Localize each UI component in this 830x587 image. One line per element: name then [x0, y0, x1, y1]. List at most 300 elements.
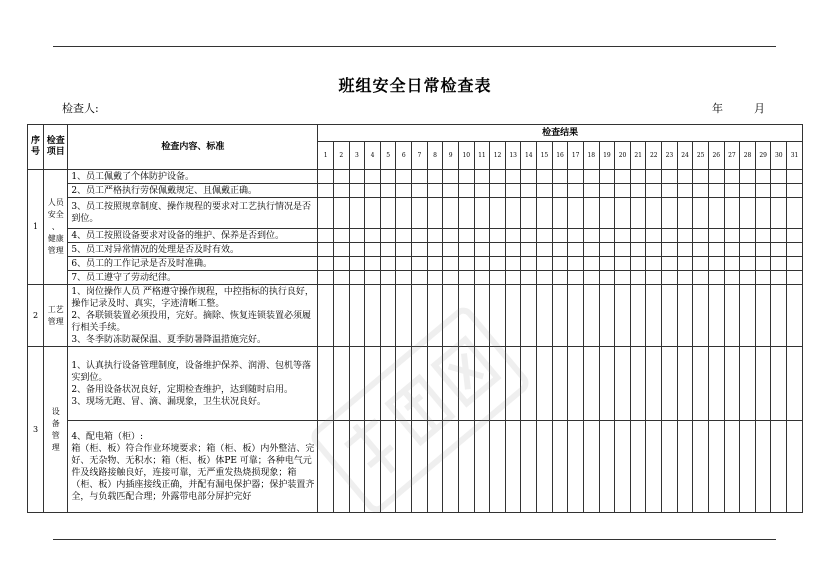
result-cell[interactable] — [349, 347, 365, 421]
result-cell[interactable] — [427, 347, 443, 421]
result-cell[interactable] — [474, 243, 490, 257]
result-cell[interactable] — [349, 257, 365, 271]
result-cell[interactable] — [583, 257, 599, 271]
result-cell[interactable] — [708, 170, 724, 184]
result-cell[interactable] — [443, 229, 459, 243]
result-cell[interactable] — [490, 229, 506, 243]
result-cell[interactable] — [693, 271, 709, 285]
result-cell[interactable] — [396, 229, 412, 243]
result-cell[interactable] — [615, 421, 631, 513]
result-cell[interactable] — [693, 243, 709, 257]
result-cell[interactable] — [677, 184, 693, 198]
result-cell[interactable] — [740, 257, 756, 271]
result-cell[interactable] — [537, 229, 553, 243]
result-cell[interactable] — [787, 271, 803, 285]
result-cell[interactable] — [380, 229, 396, 243]
result-cell[interactable] — [662, 243, 678, 257]
result-cell[interactable] — [505, 271, 521, 285]
result-cell[interactable] — [630, 243, 646, 257]
result-cell[interactable] — [693, 170, 709, 184]
result-cell[interactable] — [708, 347, 724, 421]
result-cell[interactable] — [365, 184, 381, 198]
result-cell[interactable] — [458, 243, 474, 257]
result-cell[interactable] — [599, 243, 615, 257]
result-cell[interactable] — [318, 198, 334, 229]
result-cell[interactable] — [380, 421, 396, 513]
result-cell[interactable] — [412, 184, 428, 198]
result-cell[interactable] — [708, 243, 724, 257]
result-cell[interactable] — [599, 229, 615, 243]
result-cell[interactable] — [333, 243, 349, 257]
result-cell[interactable] — [568, 347, 584, 421]
result-cell[interactable] — [755, 347, 771, 421]
result-cell[interactable] — [615, 229, 631, 243]
result-cell[interactable] — [755, 271, 771, 285]
result-cell[interactable] — [568, 170, 584, 184]
result-cell[interactable] — [490, 243, 506, 257]
result-cell[interactable] — [443, 285, 459, 347]
result-cell[interactable] — [708, 198, 724, 229]
result-cell[interactable] — [771, 184, 787, 198]
result-cell[interactable] — [708, 257, 724, 271]
result-cell[interactable] — [458, 257, 474, 271]
result-cell[interactable] — [583, 271, 599, 285]
result-cell[interactable] — [537, 257, 553, 271]
result-cell[interactable] — [552, 170, 568, 184]
result-cell[interactable] — [396, 257, 412, 271]
result-cell[interactable] — [615, 285, 631, 347]
result-cell[interactable] — [537, 271, 553, 285]
result-cell[interactable] — [662, 271, 678, 285]
result-cell[interactable] — [771, 243, 787, 257]
result-cell[interactable] — [349, 243, 365, 257]
result-cell[interactable] — [458, 170, 474, 184]
result-cell[interactable] — [662, 229, 678, 243]
result-cell[interactable] — [787, 347, 803, 421]
result-cell[interactable] — [787, 257, 803, 271]
result-cell[interactable] — [787, 421, 803, 513]
result-cell[interactable] — [318, 421, 334, 513]
result-cell[interactable] — [412, 347, 428, 421]
result-cell[interactable] — [474, 184, 490, 198]
result-cell[interactable] — [724, 170, 740, 184]
result-cell[interactable] — [740, 170, 756, 184]
result-cell[interactable] — [646, 243, 662, 257]
result-cell[interactable] — [427, 229, 443, 243]
result-cell[interactable] — [662, 170, 678, 184]
result-cell[interactable] — [396, 184, 412, 198]
result-cell[interactable] — [490, 170, 506, 184]
result-cell[interactable] — [333, 421, 349, 513]
result-cell[interactable] — [677, 347, 693, 421]
result-cell[interactable] — [677, 198, 693, 229]
result-cell[interactable] — [583, 285, 599, 347]
result-cell[interactable] — [349, 229, 365, 243]
result-cell[interactable] — [505, 257, 521, 271]
result-cell[interactable] — [568, 229, 584, 243]
result-cell[interactable] — [505, 229, 521, 243]
result-cell[interactable] — [412, 285, 428, 347]
result-cell[interactable] — [771, 257, 787, 271]
result-cell[interactable] — [740, 198, 756, 229]
result-cell[interactable] — [568, 243, 584, 257]
result-cell[interactable] — [599, 285, 615, 347]
result-cell[interactable] — [677, 285, 693, 347]
result-cell[interactable] — [333, 184, 349, 198]
result-cell[interactable] — [646, 347, 662, 421]
result-cell[interactable] — [646, 170, 662, 184]
result-cell[interactable] — [724, 421, 740, 513]
result-cell[interactable] — [474, 421, 490, 513]
result-cell[interactable] — [474, 285, 490, 347]
result-cell[interactable] — [490, 421, 506, 513]
result-cell[interactable] — [490, 198, 506, 229]
result-cell[interactable] — [474, 271, 490, 285]
result-cell[interactable] — [427, 421, 443, 513]
result-cell[interactable] — [552, 285, 568, 347]
result-cell[interactable] — [333, 285, 349, 347]
result-cell[interactable] — [365, 285, 381, 347]
result-cell[interactable] — [396, 243, 412, 257]
result-cell[interactable] — [755, 243, 771, 257]
result-cell[interactable] — [630, 198, 646, 229]
result-cell[interactable] — [630, 184, 646, 198]
result-cell[interactable] — [396, 347, 412, 421]
result-cell[interactable] — [771, 421, 787, 513]
result-cell[interactable] — [505, 285, 521, 347]
result-cell[interactable] — [333, 170, 349, 184]
result-cell[interactable] — [505, 347, 521, 421]
result-cell[interactable] — [412, 421, 428, 513]
result-cell[interactable] — [552, 243, 568, 257]
result-cell[interactable] — [521, 421, 537, 513]
result-cell[interactable] — [646, 421, 662, 513]
result-cell[interactable] — [365, 421, 381, 513]
result-cell[interactable] — [724, 184, 740, 198]
result-cell[interactable] — [708, 285, 724, 347]
result-cell[interactable] — [427, 285, 443, 347]
result-cell[interactable] — [458, 421, 474, 513]
result-cell[interactable] — [755, 229, 771, 243]
result-cell[interactable] — [677, 229, 693, 243]
result-cell[interactable] — [490, 285, 506, 347]
result-cell[interactable] — [490, 347, 506, 421]
result-cell[interactable] — [537, 184, 553, 198]
result-cell[interactable] — [427, 243, 443, 257]
result-cell[interactable] — [755, 257, 771, 271]
result-cell[interactable] — [318, 285, 334, 347]
result-cell[interactable] — [740, 271, 756, 285]
result-cell[interactable] — [490, 271, 506, 285]
result-cell[interactable] — [615, 184, 631, 198]
result-cell[interactable] — [771, 271, 787, 285]
result-cell[interactable] — [599, 170, 615, 184]
result-cell[interactable] — [521, 170, 537, 184]
result-cell[interactable] — [771, 198, 787, 229]
result-cell[interactable] — [568, 184, 584, 198]
result-cell[interactable] — [349, 198, 365, 229]
result-cell[interactable] — [568, 198, 584, 229]
result-cell[interactable] — [708, 271, 724, 285]
result-cell[interactable] — [474, 229, 490, 243]
result-cell[interactable] — [740, 229, 756, 243]
result-cell[interactable] — [380, 243, 396, 257]
result-cell[interactable] — [412, 257, 428, 271]
result-cell[interactable] — [630, 257, 646, 271]
result-cell[interactable] — [724, 229, 740, 243]
result-cell[interactable] — [537, 347, 553, 421]
result-cell[interactable] — [537, 170, 553, 184]
result-cell[interactable] — [615, 170, 631, 184]
result-cell[interactable] — [552, 229, 568, 243]
result-cell[interactable] — [443, 170, 459, 184]
result-cell[interactable] — [521, 257, 537, 271]
result-cell[interactable] — [365, 243, 381, 257]
result-cell[interactable] — [787, 229, 803, 243]
result-cell[interactable] — [646, 271, 662, 285]
result-cell[interactable] — [724, 257, 740, 271]
result-cell[interactable] — [740, 421, 756, 513]
result-cell[interactable] — [521, 285, 537, 347]
result-cell[interactable] — [740, 184, 756, 198]
result-cell[interactable] — [583, 198, 599, 229]
result-cell[interactable] — [583, 243, 599, 257]
result-cell[interactable] — [396, 421, 412, 513]
result-cell[interactable] — [365, 198, 381, 229]
result-cell[interactable] — [537, 243, 553, 257]
result-cell[interactable] — [583, 184, 599, 198]
result-cell[interactable] — [349, 285, 365, 347]
result-cell[interactable] — [427, 184, 443, 198]
result-cell[interactable] — [615, 257, 631, 271]
result-cell[interactable] — [365, 170, 381, 184]
result-cell[interactable] — [771, 170, 787, 184]
result-cell[interactable] — [693, 198, 709, 229]
result-cell[interactable] — [662, 347, 678, 421]
result-cell[interactable] — [474, 170, 490, 184]
result-cell[interactable] — [599, 198, 615, 229]
result-cell[interactable] — [365, 229, 381, 243]
result-cell[interactable] — [552, 271, 568, 285]
result-cell[interactable] — [724, 243, 740, 257]
result-cell[interactable] — [333, 229, 349, 243]
result-cell[interactable] — [443, 198, 459, 229]
result-cell[interactable] — [599, 257, 615, 271]
result-cell[interactable] — [552, 347, 568, 421]
result-cell[interactable] — [568, 271, 584, 285]
result-cell[interactable] — [787, 170, 803, 184]
result-cell[interactable] — [693, 184, 709, 198]
result-cell[interactable] — [427, 198, 443, 229]
result-cell[interactable] — [443, 421, 459, 513]
result-cell[interactable] — [630, 347, 646, 421]
result-cell[interactable] — [724, 347, 740, 421]
result-cell[interactable] — [443, 257, 459, 271]
result-cell[interactable] — [755, 170, 771, 184]
result-cell[interactable] — [693, 421, 709, 513]
result-cell[interactable] — [318, 170, 334, 184]
result-cell[interactable] — [740, 347, 756, 421]
result-cell[interactable] — [724, 285, 740, 347]
result-cell[interactable] — [646, 257, 662, 271]
result-cell[interactable] — [458, 198, 474, 229]
result-cell[interactable] — [630, 271, 646, 285]
result-cell[interactable] — [755, 198, 771, 229]
result-cell[interactable] — [568, 257, 584, 271]
result-cell[interactable] — [521, 271, 537, 285]
result-cell[interactable] — [537, 198, 553, 229]
result-cell[interactable] — [755, 285, 771, 347]
result-cell[interactable] — [662, 257, 678, 271]
result-cell[interactable] — [380, 170, 396, 184]
result-cell[interactable] — [396, 198, 412, 229]
result-cell[interactable] — [693, 347, 709, 421]
result-cell[interactable] — [380, 285, 396, 347]
result-cell[interactable] — [474, 198, 490, 229]
result-cell[interactable] — [412, 271, 428, 285]
result-cell[interactable] — [365, 347, 381, 421]
result-cell[interactable] — [552, 184, 568, 198]
result-cell[interactable] — [458, 347, 474, 421]
result-cell[interactable] — [490, 184, 506, 198]
result-cell[interactable] — [412, 229, 428, 243]
result-cell[interactable] — [474, 347, 490, 421]
result-cell[interactable] — [568, 285, 584, 347]
result-cell[interactable] — [349, 421, 365, 513]
result-cell[interactable] — [630, 285, 646, 347]
result-cell[interactable] — [708, 421, 724, 513]
result-cell[interactable] — [505, 243, 521, 257]
result-cell[interactable] — [505, 170, 521, 184]
result-cell[interactable] — [787, 184, 803, 198]
result-cell[interactable] — [349, 184, 365, 198]
result-cell[interactable] — [662, 421, 678, 513]
result-cell[interactable] — [333, 271, 349, 285]
result-cell[interactable] — [755, 184, 771, 198]
result-cell[interactable] — [380, 257, 396, 271]
result-cell[interactable] — [427, 257, 443, 271]
result-cell[interactable] — [583, 347, 599, 421]
result-cell[interactable] — [693, 285, 709, 347]
result-cell[interactable] — [646, 229, 662, 243]
result-cell[interactable] — [771, 285, 787, 347]
result-cell[interactable] — [318, 184, 334, 198]
result-cell[interactable] — [755, 421, 771, 513]
result-cell[interactable] — [443, 347, 459, 421]
result-cell[interactable] — [318, 243, 334, 257]
result-cell[interactable] — [505, 421, 521, 513]
result-cell[interactable] — [396, 271, 412, 285]
result-cell[interactable] — [521, 347, 537, 421]
result-cell[interactable] — [615, 198, 631, 229]
result-cell[interactable] — [333, 257, 349, 271]
result-cell[interactable] — [708, 184, 724, 198]
result-cell[interactable] — [615, 347, 631, 421]
result-cell[interactable] — [583, 170, 599, 184]
result-cell[interactable] — [677, 243, 693, 257]
result-cell[interactable] — [349, 170, 365, 184]
result-cell[interactable] — [662, 184, 678, 198]
result-cell[interactable] — [708, 229, 724, 243]
result-cell[interactable] — [662, 198, 678, 229]
result-cell[interactable] — [677, 421, 693, 513]
result-cell[interactable] — [458, 285, 474, 347]
result-cell[interactable] — [521, 198, 537, 229]
result-cell[interactable] — [412, 198, 428, 229]
result-cell[interactable] — [583, 229, 599, 243]
result-cell[interactable] — [380, 184, 396, 198]
result-cell[interactable] — [521, 184, 537, 198]
result-cell[interactable] — [771, 347, 787, 421]
result-cell[interactable] — [724, 198, 740, 229]
result-cell[interactable] — [505, 184, 521, 198]
result-cell[interactable] — [787, 243, 803, 257]
result-cell[interactable] — [443, 271, 459, 285]
result-cell[interactable] — [318, 271, 334, 285]
result-cell[interactable] — [458, 229, 474, 243]
result-cell[interactable] — [740, 243, 756, 257]
result-cell[interactable] — [427, 170, 443, 184]
result-cell[interactable] — [458, 271, 474, 285]
result-cell[interactable] — [615, 243, 631, 257]
result-cell[interactable] — [380, 347, 396, 421]
result-cell[interactable] — [458, 184, 474, 198]
result-cell[interactable] — [521, 229, 537, 243]
result-cell[interactable] — [693, 229, 709, 243]
result-cell[interactable] — [677, 257, 693, 271]
result-cell[interactable] — [787, 285, 803, 347]
result-cell[interactable] — [380, 198, 396, 229]
result-cell[interactable] — [396, 170, 412, 184]
result-cell[interactable] — [427, 271, 443, 285]
result-cell[interactable] — [318, 347, 334, 421]
result-cell[interactable] — [662, 285, 678, 347]
result-cell[interactable] — [333, 198, 349, 229]
result-cell[interactable] — [505, 198, 521, 229]
result-cell[interactable] — [552, 421, 568, 513]
result-cell[interactable] — [568, 421, 584, 513]
result-cell[interactable] — [646, 184, 662, 198]
result-cell[interactable] — [537, 421, 553, 513]
result-cell[interactable] — [474, 257, 490, 271]
result-cell[interactable] — [599, 421, 615, 513]
result-cell[interactable] — [615, 271, 631, 285]
result-cell[interactable] — [552, 257, 568, 271]
result-cell[interactable] — [740, 285, 756, 347]
result-cell[interactable] — [724, 271, 740, 285]
result-cell[interactable] — [693, 257, 709, 271]
result-cell[interactable] — [412, 170, 428, 184]
result-cell[interactable] — [630, 421, 646, 513]
result-cell[interactable] — [646, 285, 662, 347]
result-cell[interactable] — [365, 257, 381, 271]
result-cell[interactable] — [583, 421, 599, 513]
result-cell[interactable] — [630, 229, 646, 243]
result-cell[interactable] — [318, 229, 334, 243]
result-cell[interactable] — [677, 170, 693, 184]
result-cell[interactable] — [599, 347, 615, 421]
result-cell[interactable] — [396, 285, 412, 347]
result-cell[interactable] — [365, 271, 381, 285]
result-cell[interactable] — [771, 229, 787, 243]
result-cell[interactable] — [537, 285, 553, 347]
result-cell[interactable] — [521, 243, 537, 257]
result-cell[interactable] — [677, 271, 693, 285]
result-cell[interactable] — [490, 257, 506, 271]
result-cell[interactable] — [599, 184, 615, 198]
result-cell[interactable] — [599, 271, 615, 285]
result-cell[interactable] — [787, 198, 803, 229]
